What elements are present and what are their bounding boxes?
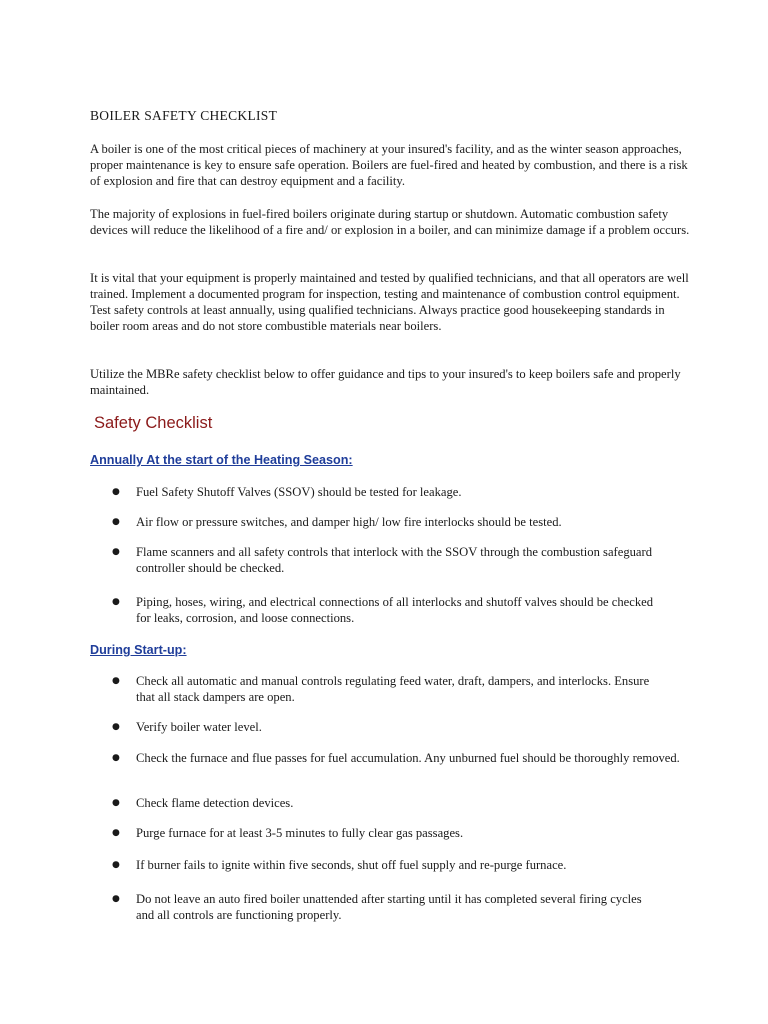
bullet-icon: ● (112, 676, 120, 686)
annual-heading: Annually At the start of the Heating Season: (90, 453, 353, 467)
bullet-icon: ● (112, 753, 120, 763)
bullet-icon: ● (112, 517, 120, 527)
list-item (112, 484, 692, 500)
intro-paragraph-2: The majority of explosions in fuel-fired boilers originate during startup or shutdown. Automatic combustion safety devices will reduce the likelihood of a fire and/ or explosion in a boiler, and can minimize damage if a problem occurs. (90, 207, 690, 237)
bullet-icon: ● (112, 894, 120, 904)
list-item-text: Fuel Safety Shutoff Valves (SSOV) should be tested for leakage. (136, 485, 462, 499)
list-item-text: Piping, hoses, wiring, and electrical connections of all interlocks and shutoff valves should be checked for leaks, corrosion, and loose connections. (136, 595, 654, 625)
list-item-text: Do not leave an auto fired boiler unattended after starting until it has completed several firing cycles and all controls are functioning properly. (136, 892, 642, 922)
list-item-text: Air flow or pressure switches, and damper high/ low fire interlocks should be tested. (136, 515, 562, 529)
list-item-text: Check flame detection devices. (136, 796, 294, 810)
list-item-text: Check the furnace and flue passes for fuel accumulation. Any unburned fuel should be thoroughly removed. (136, 751, 680, 765)
list-item (112, 544, 652, 576)
bullet-icon: ● (112, 828, 120, 838)
intro-paragraph-4: Utilize the MBRe safety checklist below to offer guidance and tips to your insured's to keep boilers safe and properly maintained. (90, 367, 681, 397)
startup-heading: During Start-up: (90, 643, 187, 657)
list-item (112, 857, 692, 873)
bullet-icon: ● (112, 487, 120, 497)
document-title: BOILER SAFETY CHECKLIST (90, 108, 278, 123)
bullet-icon: ● (112, 547, 120, 557)
section-title: Safety Checklist (94, 414, 213, 432)
list-item (112, 514, 692, 530)
list-item (112, 891, 647, 923)
list-item (112, 795, 692, 811)
bullet-icon: ● (112, 597, 120, 607)
list-item-text: Check all automatic and manual controls regulating feed water, draft, dampers, and interlocks. Ensure that all stack dampers are open. (136, 674, 650, 704)
bullet-icon: ● (112, 798, 120, 808)
list-item (112, 594, 657, 626)
list-item-text: Purge furnace for at least 3-5 minutes to fully clear gas passages. (136, 826, 464, 840)
list-item (112, 719, 692, 735)
list-item-text: If burner fails to ignite within five seconds, shut off fuel supply and re-purge furnace. (136, 858, 567, 872)
list-item (112, 673, 667, 705)
list-item-text: Flame scanners and all safety controls that interlock with the SSOV through the combustion safeguard controller should be checked. (136, 545, 652, 575)
list-item (112, 825, 692, 841)
list-item-text: Verify boiler water level. (136, 720, 262, 734)
bullet-icon: ● (112, 860, 120, 870)
list-item (112, 750, 687, 766)
bullet-icon: ● (112, 722, 120, 732)
intro-paragraph-3: It is vital that your equipment is properly maintained and tested by qualified technicians, and that all operators are well trained. Implement a documented program for inspection, testing and maintenance of combustion control equipment. Test safety controls at least annually, using qualified technicians. Always practice good housekeeping standards in boiler room areas and do not store combustible materials near boilers. (90, 271, 689, 333)
intro-paragraph-1: A boiler is one of the most critical pieces of machinery at your insured's facility, and as the winter season approaches, proper maintenance is key to ensure safe operation. Boilers are fuel-fired and heated by combustion, and there is a risk of explosion and fire that can destroy equipment and a facility. (90, 142, 688, 188)
